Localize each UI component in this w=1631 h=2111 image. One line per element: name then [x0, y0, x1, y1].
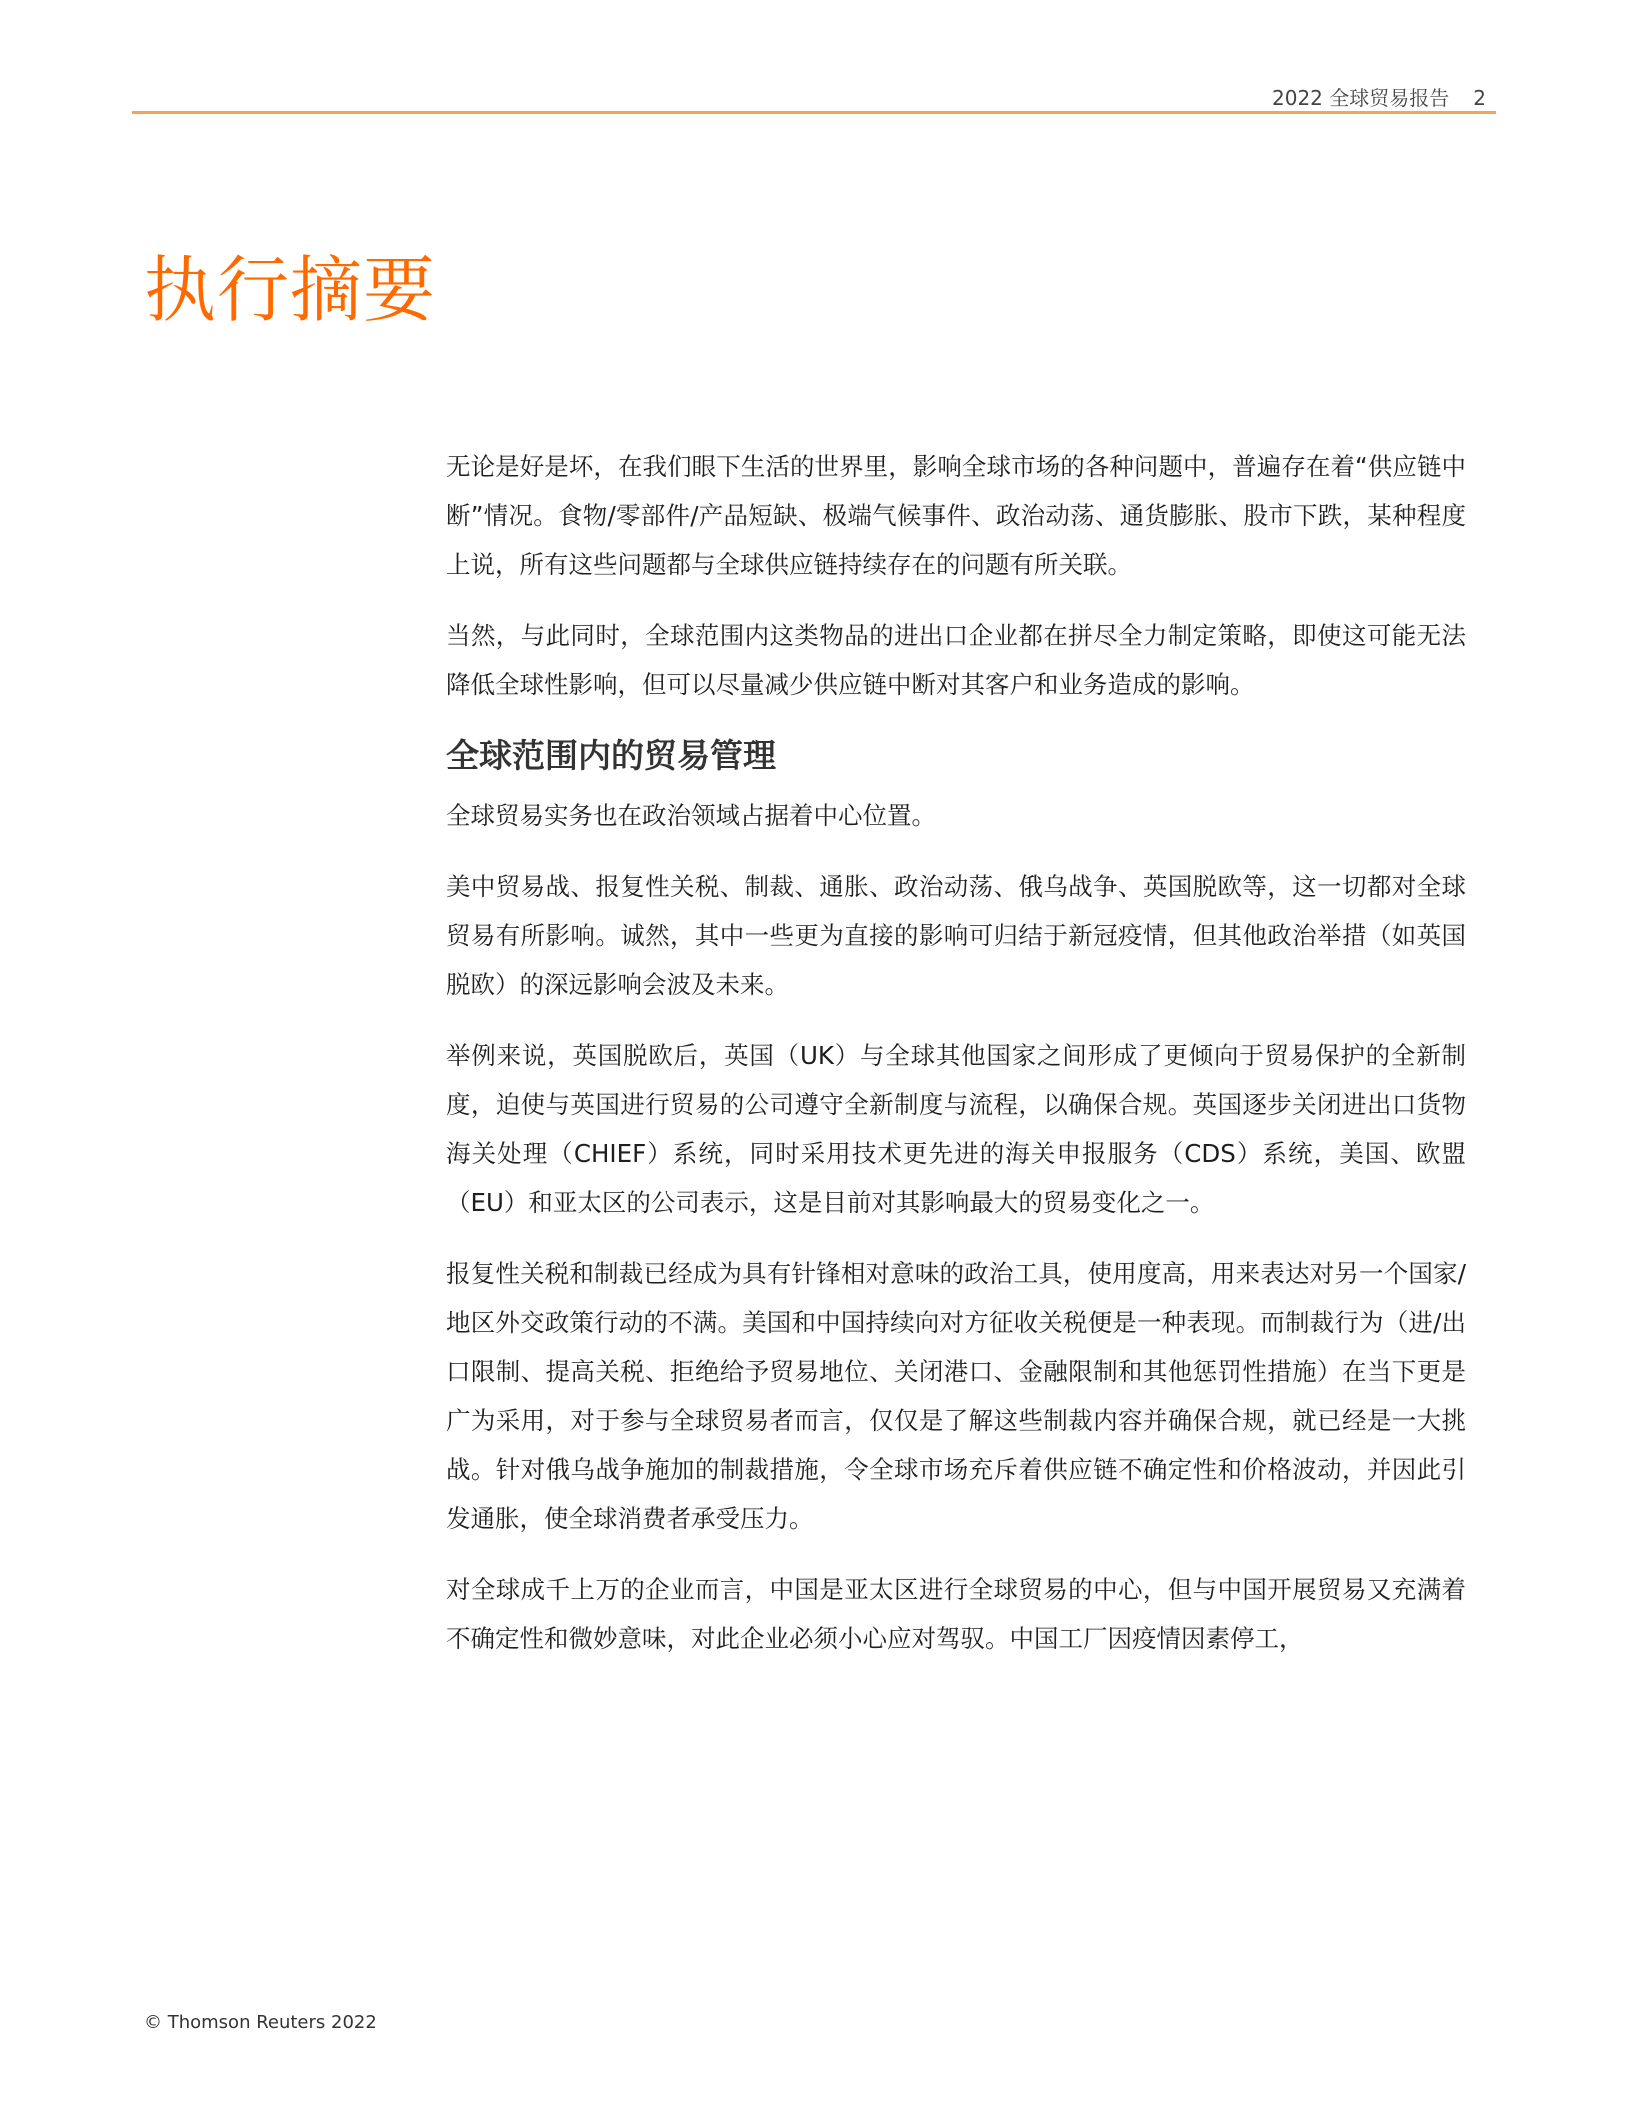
report-title: 2022 全球贸易报告 — [1272, 86, 1450, 110]
section-paragraph-3: 举例来说，英国脱欧后，英国（UK）与全球其他国家之间形成了更倾向于贸易保护的全新制度，迫使与英国进行贸易的公司遵守全新制度与流程，以确保合规。英国逐步关闭进出口货物海关处理（CHIEF）系统，同时采用技术更先进的海关申报服务（CDS）系统，美国、欧盟（EU）和亚太区的公司表示，这是目前对其影响最大的贸易变化之一。 — [446, 1041, 1466, 1217]
section-paragraph-4: 报复性关税和制裁已经成为具有针锋相对意味的政治工具，使用度高，用来表达对另一个国家/地区外交政策行动的不满。美国和中国持续向对方征收关税便是一种表现。而制裁行为（进/出口限制、提高关税、拒绝给予贸易地位、关闭港口、金融限制和其他惩罚性措施）在当下更是广为采用，对于参与全球贸易者而言，仅仅是了解这些制裁内容并确保合规，就已经是一大挑战。针对俄乌战争施加的制裁措施，令全球市场充斥着供应链不确定性和价格波动，并因此引发通胀，使全球消费者承受压力。 — [446, 1259, 1466, 1533]
header-divider — [132, 111, 1496, 114]
page-number: 2 — [1473, 86, 1486, 110]
section-paragraph-5: 对全球成千上万的企业而言，中国是亚太区进行全球贸易的中心，但与中国开展贸易又充满着不确定性和微妙意味，对此企业必须小心应对驾驭。中国工厂因疫情因素停工， — [446, 1575, 1466, 1653]
copyright-footer: © Thomson Reuters 2022 — [144, 2012, 377, 2033]
main-content — [446, 442, 1466, 1685]
header-text — [1272, 82, 1486, 111]
page-header — [132, 78, 1496, 114]
intro-paragraph-2: 当然，与此同时，全球范围内这类物品的进出口企业都在拼尽全力制定策略，即使这可能无法降低全球性影响，但可以尽量减少供应链中断对其客户和业务造成的影响。 — [446, 621, 1466, 699]
section-heading: 全球范围内的贸易管理 — [446, 736, 776, 775]
page-title: 执行摘要 — [144, 248, 437, 332]
section-paragraph-2: 美中贸易战、报复性关税、制裁、通胀、政治动荡、俄乌战争、英国脱欧等，这一切都对全球贸易有所影响。诚然，其中一些更为直接的影响可归结于新冠疫情，但其他政治举措（如英国脱欧）的深远影响会波及未来。 — [446, 872, 1466, 999]
intro-paragraph-1: 无论是好是坏，在我们眼下生活的世界里，影响全球市场的各种问题中，普遍存在着“供应链中断”情况。食物/零部件/产品短缺、极端气候事件、政治动荡、通货膨胀、股市下跌，某种程度上说，所有这些问题都与全球供应链持续存在的问题有所关联。 — [446, 452, 1466, 579]
section-paragraph-1: 全球贸易实务也在政治领域占据着中心位置。 — [446, 801, 936, 830]
